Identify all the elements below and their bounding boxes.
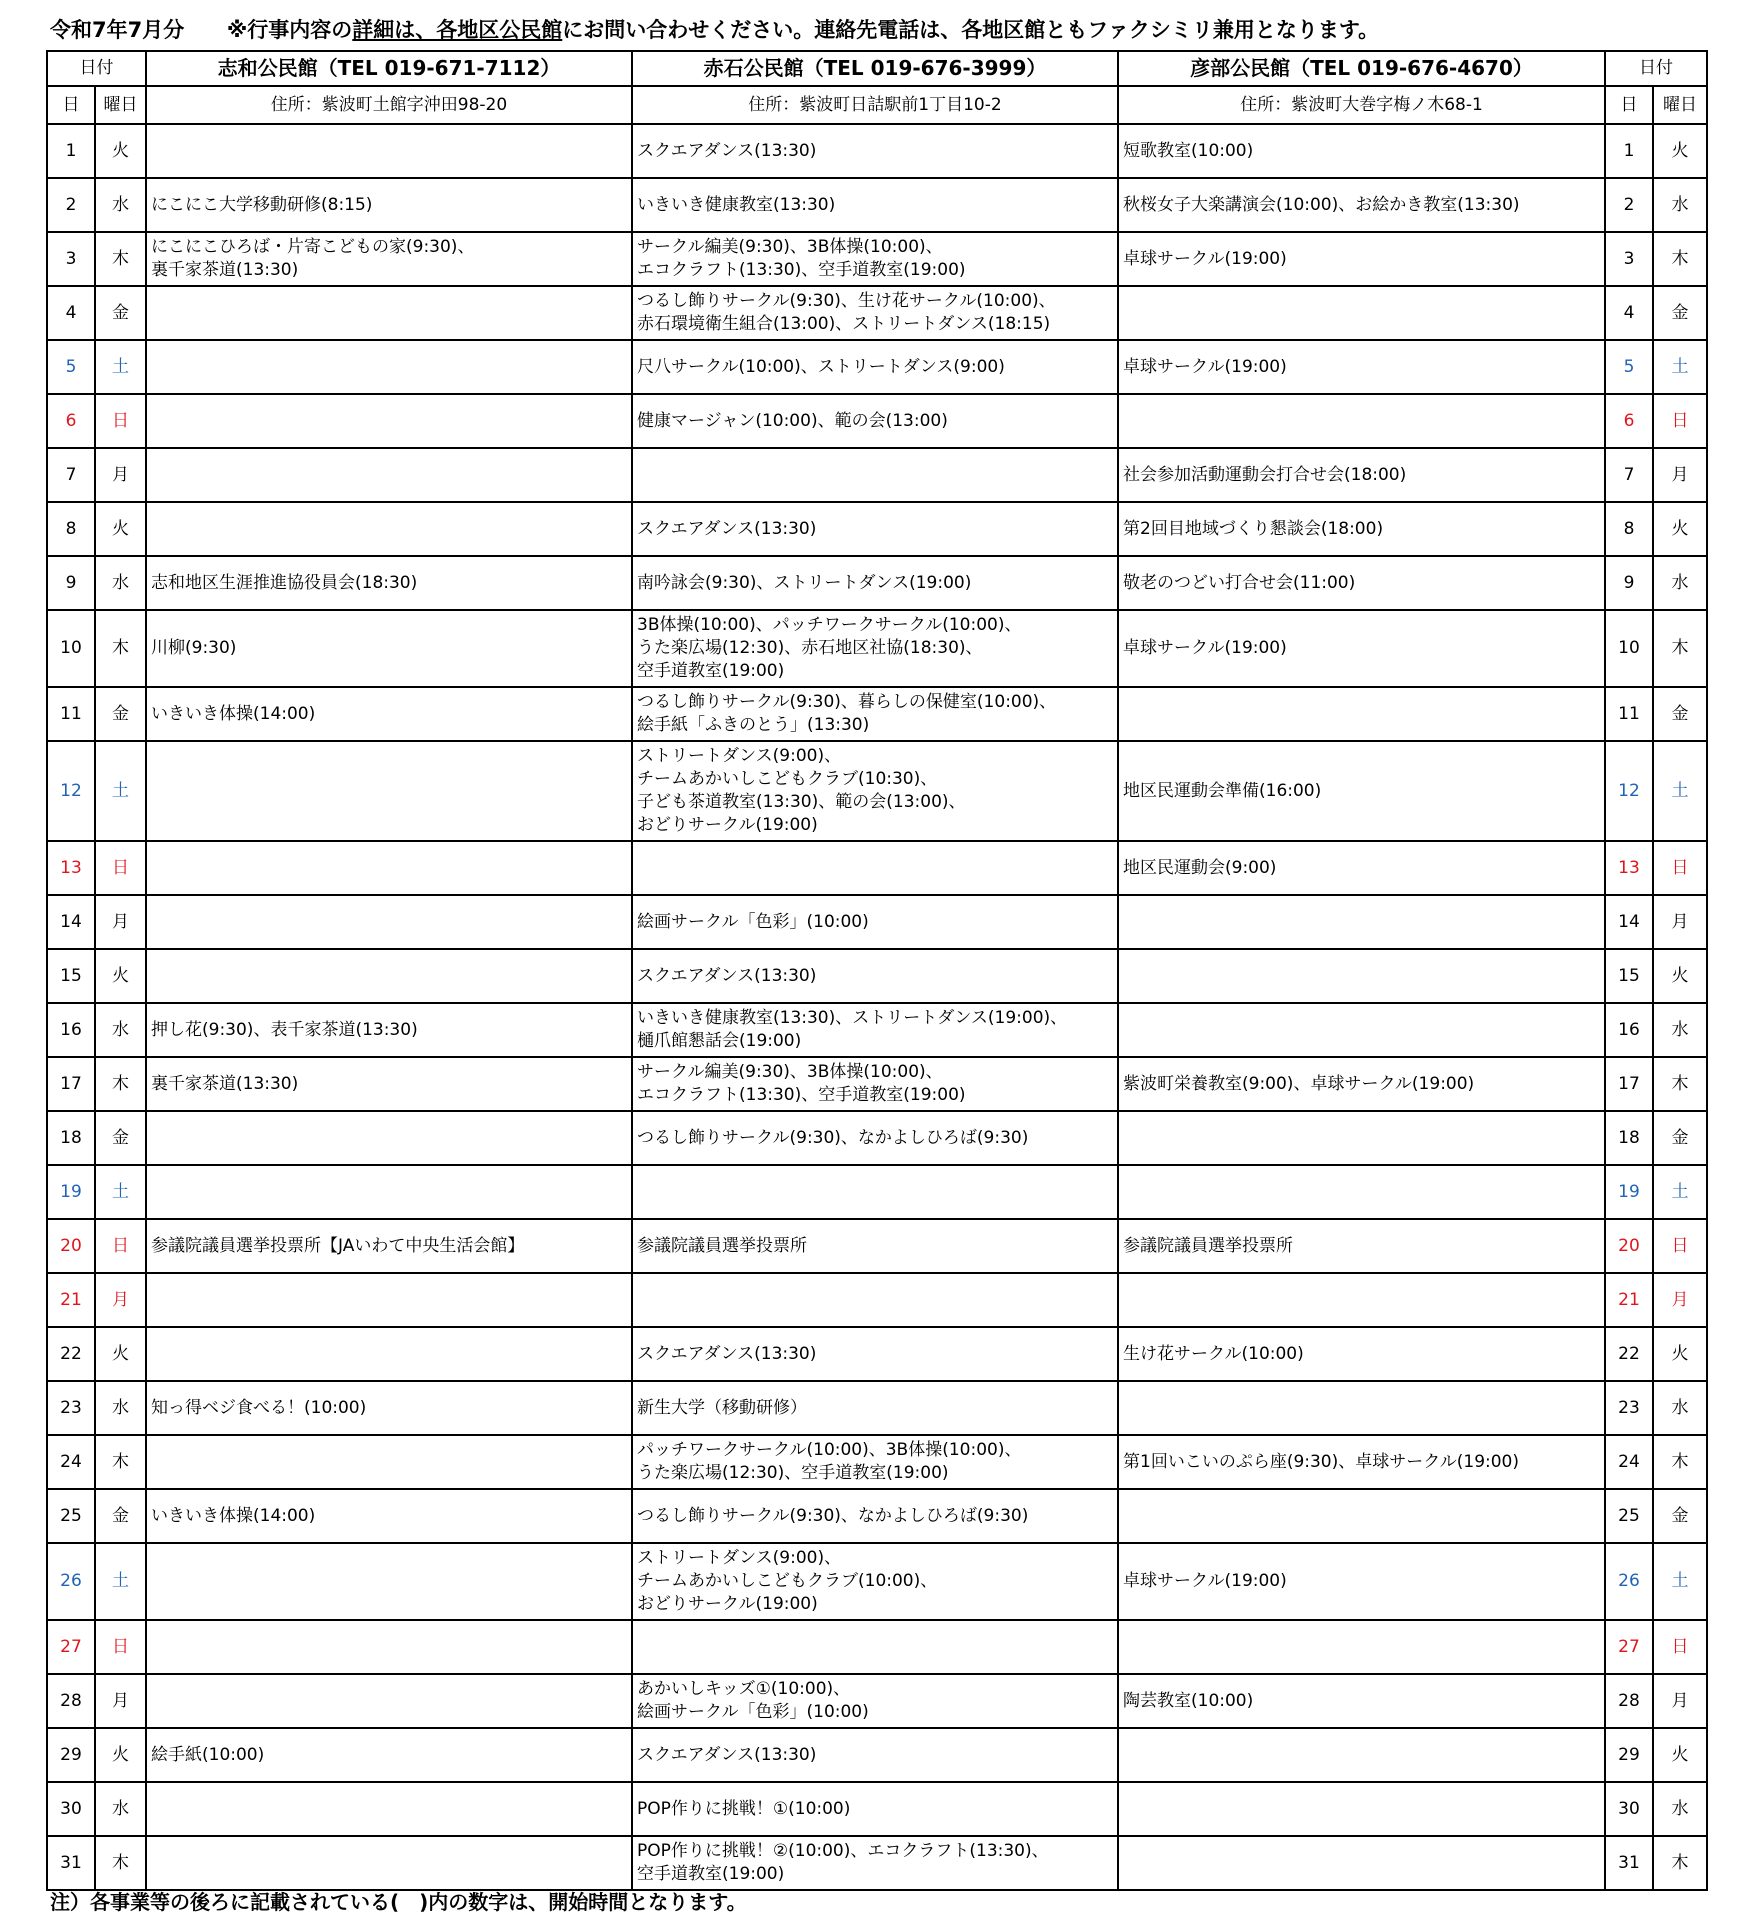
day-number: 26 (47, 1543, 95, 1620)
event-akaishi: 新生大学（移動研修） (632, 1381, 1118, 1435)
day-number: 23 (47, 1381, 95, 1435)
day-number-right: 19 (1605, 1165, 1653, 1219)
schedule-row (47, 1836, 1707, 1890)
weekday: 月 (95, 1674, 146, 1728)
weekday: 日 (95, 394, 146, 448)
weekday-right: 火 (1653, 502, 1707, 556)
weekday-right: 木 (1653, 1057, 1707, 1111)
day-number: 19 (47, 1165, 95, 1219)
weekday-header-right: 曜日 (1653, 86, 1707, 124)
weekday-right: 月 (1653, 895, 1707, 949)
event-shiwa (146, 286, 632, 340)
day-number: 13 (47, 841, 95, 895)
event-akaishi: 健康マージャン(10:00)、範の会(13:00) (632, 394, 1118, 448)
schedule-row (47, 1782, 1707, 1836)
event-hikobe: 地区民運動会準備(16:00) (1118, 741, 1605, 841)
day-number: 9 (47, 556, 95, 610)
day-number: 12 (47, 741, 95, 841)
schedule-row (47, 394, 1707, 448)
event-hikobe (1118, 949, 1605, 1003)
weekday: 月 (95, 1273, 146, 1327)
weekday-right: 木 (1653, 610, 1707, 687)
day-header-left: 日 (47, 86, 95, 124)
schedule-row (47, 502, 1707, 556)
day-number-right: 18 (1605, 1111, 1653, 1165)
weekday-right: 土 (1653, 1165, 1707, 1219)
day-number: 6 (47, 394, 95, 448)
event-shiwa (146, 1782, 632, 1836)
weekday: 火 (95, 1327, 146, 1381)
weekday: 火 (95, 949, 146, 1003)
weekday: 水 (95, 556, 146, 610)
event-shiwa: いきいき体操(14:00) (146, 687, 632, 741)
day-number-right: 31 (1605, 1836, 1653, 1890)
day-number: 14 (47, 895, 95, 949)
event-akaishi (632, 1165, 1118, 1219)
weekday: 金 (95, 286, 146, 340)
weekday: 月 (95, 895, 146, 949)
weekday-right: 土 (1653, 741, 1707, 841)
day-number-right: 9 (1605, 556, 1653, 610)
event-shiwa: 川柳(9:30) (146, 610, 632, 687)
weekday-right: 木 (1653, 1435, 1707, 1489)
day-number: 29 (47, 1728, 95, 1782)
schedule-row (47, 895, 1707, 949)
event-shiwa (146, 1674, 632, 1728)
day-number-right: 23 (1605, 1381, 1653, 1435)
weekday: 木 (95, 610, 146, 687)
schedule-row (47, 1165, 1707, 1219)
event-hikobe (1118, 1003, 1605, 1057)
day-number: 27 (47, 1620, 95, 1674)
day-number: 11 (47, 687, 95, 741)
event-shiwa (146, 841, 632, 895)
weekday: 木 (95, 1435, 146, 1489)
weekday: 日 (95, 1219, 146, 1273)
schedule-row (47, 1728, 1707, 1782)
schedule-row (47, 687, 1707, 741)
day-number-right: 26 (1605, 1543, 1653, 1620)
event-akaishi: ストリートダンス(9:00)、 チームあかいしこどもクラブ(10:00)、 おどりサークル(19:00) (632, 1543, 1118, 1620)
event-akaishi: つるし飾りサークル(9:30)、生け花サークル(10:00)、 赤石環境衛生組合(13:00)、ストリートダンス(18:15) (632, 286, 1118, 340)
event-hikobe: 卓球サークル(19:00) (1118, 1543, 1605, 1620)
weekday: 日 (95, 841, 146, 895)
schedule-row (47, 1273, 1707, 1327)
day-number-right: 21 (1605, 1273, 1653, 1327)
event-akaishi: あかいしキッズ①(10:00)、 絵画サークル「色彩」(10:00) (632, 1674, 1118, 1728)
event-shiwa (146, 448, 632, 502)
weekday-right: 水 (1653, 1381, 1707, 1435)
event-akaishi (632, 1273, 1118, 1327)
event-shiwa: にこにこ大学移動研修(8:15) (146, 178, 632, 232)
page-title (50, 14, 1379, 44)
event-hikobe (1118, 1273, 1605, 1327)
weekday: 木 (95, 1057, 146, 1111)
day-number-right: 22 (1605, 1327, 1653, 1381)
event-akaishi: スクエアダンス(13:30) (632, 1327, 1118, 1381)
weekday-right: 日 (1653, 394, 1707, 448)
weekday-right: 火 (1653, 1728, 1707, 1782)
weekday-right: 火 (1653, 124, 1707, 178)
weekday: 土 (95, 741, 146, 841)
weekday-right: 月 (1653, 1273, 1707, 1327)
event-shiwa: 志和地区生涯推進協役員会(18:30) (146, 556, 632, 610)
event-akaishi (632, 448, 1118, 502)
event-hikobe (1118, 1620, 1605, 1674)
event-shiwa (146, 1165, 632, 1219)
weekday-right: 水 (1653, 178, 1707, 232)
event-hikobe: 社会参加活動運動会打合せ会(18:00) (1118, 448, 1605, 502)
weekday: 木 (95, 1836, 146, 1890)
weekday-right: 土 (1653, 1543, 1707, 1620)
weekday: 月 (95, 448, 146, 502)
day-number-right: 17 (1605, 1057, 1653, 1111)
schedule-row (47, 1219, 1707, 1273)
event-akaishi: 絵画サークル「色彩」(10:00) (632, 895, 1118, 949)
day-number: 22 (47, 1327, 95, 1381)
schedule-row (47, 1003, 1707, 1057)
weekday: 木 (95, 232, 146, 286)
event-shiwa (146, 895, 632, 949)
schedule-row (47, 949, 1707, 1003)
schedule-table (46, 50, 1708, 1891)
event-hikobe: 短歌教室(10:00) (1118, 124, 1605, 178)
weekday: 水 (95, 178, 146, 232)
day-number-right: 12 (1605, 741, 1653, 841)
day-number-right: 25 (1605, 1489, 1653, 1543)
day-number-right: 27 (1605, 1620, 1653, 1674)
hall-address-hikobe: 住所：紫波町大巻字梅ノ木68-1 (1118, 86, 1605, 124)
schedule-row (47, 1435, 1707, 1489)
event-hikobe (1118, 394, 1605, 448)
day-number-right: 10 (1605, 610, 1653, 687)
weekday-right: 日 (1653, 1219, 1707, 1273)
weekday: 金 (95, 687, 146, 741)
day-number: 7 (47, 448, 95, 502)
event-shiwa (146, 340, 632, 394)
day-number: 17 (47, 1057, 95, 1111)
event-hikobe: 地区民運動会(9:00) (1118, 841, 1605, 895)
weekday: 金 (95, 1489, 146, 1543)
weekday: 火 (95, 502, 146, 556)
event-shiwa (146, 1543, 632, 1620)
schedule-row (47, 1543, 1707, 1620)
weekday-right: 水 (1653, 1782, 1707, 1836)
weekday: 金 (95, 1111, 146, 1165)
weekday-right: 日 (1653, 1620, 1707, 1674)
day-number-right: 15 (1605, 949, 1653, 1003)
hall-name-akaishi: 赤石公民館（TEL 019-676-3999） (632, 51, 1118, 86)
weekday-right: 土 (1653, 340, 1707, 394)
day-number-right: 20 (1605, 1219, 1653, 1273)
day-number-right: 29 (1605, 1728, 1653, 1782)
day-header-right: 日 (1605, 86, 1653, 124)
event-hikobe: 生け花サークル(10:00) (1118, 1327, 1605, 1381)
event-akaishi: スクエアダンス(13:30) (632, 1728, 1118, 1782)
day-number: 4 (47, 286, 95, 340)
event-shiwa (146, 502, 632, 556)
footer-note: 注）各事業等の後ろに記載されている( )内の数字は、開始時間となります。 (50, 1890, 747, 1914)
day-number: 10 (47, 610, 95, 687)
day-number-right: 13 (1605, 841, 1653, 895)
event-akaishi: 尺八サークル(10:00)、ストリートダンス(9:00) (632, 340, 1118, 394)
title-note-after: にお問い合わせください。連絡先電話は、各地区館ともファクシミリ兼用となります。 (562, 18, 1380, 42)
event-hikobe: 卓球サークル(19:00) (1118, 610, 1605, 687)
day-number-right: 30 (1605, 1782, 1653, 1836)
event-hikobe: 参議院議員選挙投票所 (1118, 1219, 1605, 1273)
event-hikobe (1118, 1489, 1605, 1543)
day-number-right: 1 (1605, 124, 1653, 178)
day-number-right: 4 (1605, 286, 1653, 340)
event-shiwa: いきいき体操(14:00) (146, 1489, 632, 1543)
event-hikobe (1118, 1728, 1605, 1782)
weekday: 日 (95, 1620, 146, 1674)
event-shiwa (146, 394, 632, 448)
date-header-left: 日付 (47, 51, 146, 86)
day-number: 5 (47, 340, 95, 394)
event-hikobe: 秋桜女子大楽講演会(10:00)、お絵かき教室(13:30) (1118, 178, 1605, 232)
day-number-right: 6 (1605, 394, 1653, 448)
schedule-row (47, 1327, 1707, 1381)
schedule-row (47, 286, 1707, 340)
event-akaishi: いきいき健康教室(13:30) (632, 178, 1118, 232)
event-akaishi: POP作りに挑戦！①(10:00) (632, 1782, 1118, 1836)
weekday-right: 月 (1653, 448, 1707, 502)
event-hikobe: 卓球サークル(19:00) (1118, 340, 1605, 394)
schedule-row (47, 124, 1707, 178)
event-hikobe (1118, 1165, 1605, 1219)
weekday-right: 金 (1653, 687, 1707, 741)
weekday-right: 月 (1653, 1674, 1707, 1728)
event-shiwa: 裏千家茶道(13:30) (146, 1057, 632, 1111)
day-number: 16 (47, 1003, 95, 1057)
event-hikobe (1118, 895, 1605, 949)
weekday-right: 金 (1653, 1489, 1707, 1543)
event-hikobe (1118, 1836, 1605, 1890)
event-hikobe (1118, 1381, 1605, 1435)
day-number-right: 24 (1605, 1435, 1653, 1489)
event-shiwa: 押し花(9:30)、表千家茶道(13:30) (146, 1003, 632, 1057)
weekday-header-left: 曜日 (95, 86, 146, 124)
day-number: 31 (47, 1836, 95, 1890)
weekday: 土 (95, 340, 146, 394)
event-akaishi: つるし飾りサークル(9:30)、なかよしひろば(9:30) (632, 1111, 1118, 1165)
event-shiwa (146, 124, 632, 178)
title-note-before: ※行事内容の (226, 18, 353, 42)
day-number: 21 (47, 1273, 95, 1327)
weekday: 土 (95, 1543, 146, 1620)
day-number: 2 (47, 178, 95, 232)
hall-name-shiwa: 志和公民館（TEL 019-671-7112） (146, 51, 632, 86)
schedule-row (47, 1674, 1707, 1728)
event-shiwa (146, 1273, 632, 1327)
event-akaishi: 参議院議員選挙投票所 (632, 1219, 1118, 1273)
weekday: 水 (95, 1782, 146, 1836)
schedule-row (47, 1057, 1707, 1111)
event-shiwa: にこにこひろば・片寄こどもの家(9:30)、 裏千家茶道(13:30) (146, 232, 632, 286)
day-number-right: 11 (1605, 687, 1653, 741)
day-number: 20 (47, 1219, 95, 1273)
hall-address-akaishi: 住所：紫波町日詰駅前1丁目10-2 (632, 86, 1118, 124)
schedule-row (47, 1620, 1707, 1674)
weekday-right: 木 (1653, 232, 1707, 286)
title-note-underlined: 詳細は、各地区公民館 (352, 18, 563, 42)
day-number-right: 5 (1605, 340, 1653, 394)
event-akaishi: サークル編美(9:30)、3B体操(10:00)、 エコクラフト(13:30)、空手道教室(19:00) (632, 1057, 1118, 1111)
weekday: 土 (95, 1165, 146, 1219)
schedule-row (47, 1111, 1707, 1165)
day-number-right: 2 (1605, 178, 1653, 232)
event-shiwa (146, 1327, 632, 1381)
event-shiwa (146, 1836, 632, 1890)
event-hikobe: 第2回目地域づくり懇談会(18:00) (1118, 502, 1605, 556)
schedule-row (47, 1489, 1707, 1543)
event-shiwa (146, 1435, 632, 1489)
event-hikobe (1118, 1782, 1605, 1836)
day-number-right: 28 (1605, 1674, 1653, 1728)
event-akaishi: ストリートダンス(9:00)、 チームあかいしこどもクラブ(10:30)、 子ども茶道教室(13:30)、範の会(13:00)、 おどりサークル(19:00) (632, 741, 1118, 841)
schedule-row (47, 841, 1707, 895)
title-month: 令和7年7月分 (50, 18, 185, 42)
event-akaishi (632, 841, 1118, 895)
event-shiwa (146, 1620, 632, 1674)
event-shiwa (146, 949, 632, 1003)
weekday: 火 (95, 1728, 146, 1782)
weekday-right: 金 (1653, 286, 1707, 340)
schedule-row (47, 741, 1707, 841)
event-hikobe: 敬老のつどい打合せ会(11:00) (1118, 556, 1605, 610)
day-number-right: 14 (1605, 895, 1653, 949)
header-row-address (47, 86, 1707, 124)
event-shiwa: 絵手紙(10:00) (146, 1728, 632, 1782)
event-hikobe: 紫波町栄養教室(9:00)、卓球サークル(19:00) (1118, 1057, 1605, 1111)
day-number: 18 (47, 1111, 95, 1165)
event-shiwa (146, 1111, 632, 1165)
schedule-row (47, 610, 1707, 687)
event-shiwa (146, 741, 632, 841)
header-row-halls (47, 51, 1707, 86)
day-number: 8 (47, 502, 95, 556)
weekday-right: 火 (1653, 1327, 1707, 1381)
day-number: 24 (47, 1435, 95, 1489)
weekday-right: 木 (1653, 1836, 1707, 1890)
event-hikobe (1118, 1111, 1605, 1165)
schedule-row (47, 556, 1707, 610)
event-akaishi: いきいき健康教室(13:30)、ストリートダンス(19:00)、 樋爪館懇話会(19:00) (632, 1003, 1118, 1057)
weekday: 火 (95, 124, 146, 178)
date-header-right: 日付 (1605, 51, 1707, 86)
event-akaishi: スクエアダンス(13:30) (632, 502, 1118, 556)
day-number: 3 (47, 232, 95, 286)
schedule-row (47, 1381, 1707, 1435)
day-number: 30 (47, 1782, 95, 1836)
day-number-right: 7 (1605, 448, 1653, 502)
day-number-right: 3 (1605, 232, 1653, 286)
weekday-right: 日 (1653, 841, 1707, 895)
weekday-right: 水 (1653, 1003, 1707, 1057)
event-akaishi: サークル編美(9:30)、3B体操(10:00)、 エコクラフト(13:30)、空手道教室(19:00) (632, 232, 1118, 286)
day-number: 1 (47, 124, 95, 178)
event-hikobe: 卓球サークル(19:00) (1118, 232, 1605, 286)
weekday-right: 火 (1653, 949, 1707, 1003)
day-number-right: 16 (1605, 1003, 1653, 1057)
event-hikobe: 陶芸教室(10:00) (1118, 1674, 1605, 1728)
schedule-row (47, 232, 1707, 286)
schedule-row (47, 340, 1707, 394)
event-hikobe: 第1回いこいのぷら座(9:30)、卓球サークル(19:00) (1118, 1435, 1605, 1489)
event-akaishi: つるし飾りサークル(9:30)、暮らしの保健室(10:00)、 絵手紙「ふきのとう」(13:30) (632, 687, 1118, 741)
event-akaishi: スクエアダンス(13:30) (632, 949, 1118, 1003)
event-shiwa: 知っ得ベジ食べる！(10:00) (146, 1381, 632, 1435)
weekday-right: 金 (1653, 1111, 1707, 1165)
schedule-row (47, 178, 1707, 232)
schedule-row (47, 448, 1707, 502)
day-number-right: 8 (1605, 502, 1653, 556)
weekday: 水 (95, 1003, 146, 1057)
event-hikobe (1118, 687, 1605, 741)
event-akaishi: POP作りに挑戦！②(10:00)、エコクラフト(13:30)、 空手道教室(19:00) (632, 1836, 1118, 1890)
weekday-right: 水 (1653, 556, 1707, 610)
day-number: 28 (47, 1674, 95, 1728)
event-shiwa: 参議院議員選挙投票所【JAいわて中央生活会館】 (146, 1219, 632, 1273)
event-akaishi: 3B体操(10:00)、パッチワークサークル(10:00)、 うた楽広場(12:30)、赤石地区社協(18:30)、 空手道教室(19:00) (632, 610, 1118, 687)
event-akaishi (632, 1620, 1118, 1674)
event-hikobe (1118, 286, 1605, 340)
event-akaishi: 南吟詠会(9:30)、ストリートダンス(19:00) (632, 556, 1118, 610)
event-akaishi: パッチワークサークル(10:00)、3B体操(10:00)、 うた楽広場(12:30)、空手道教室(19:00) (632, 1435, 1118, 1489)
hall-name-hikobe: 彦部公民館（TEL 019-676-4670） (1118, 51, 1605, 86)
event-akaishi: スクエアダンス(13:30) (632, 124, 1118, 178)
weekday: 水 (95, 1381, 146, 1435)
day-number: 25 (47, 1489, 95, 1543)
day-number: 15 (47, 949, 95, 1003)
hall-address-shiwa: 住所：紫波町土館字沖田98-20 (146, 86, 632, 124)
event-akaishi: つるし飾りサークル(9:30)、なかよしひろば(9:30) (632, 1489, 1118, 1543)
